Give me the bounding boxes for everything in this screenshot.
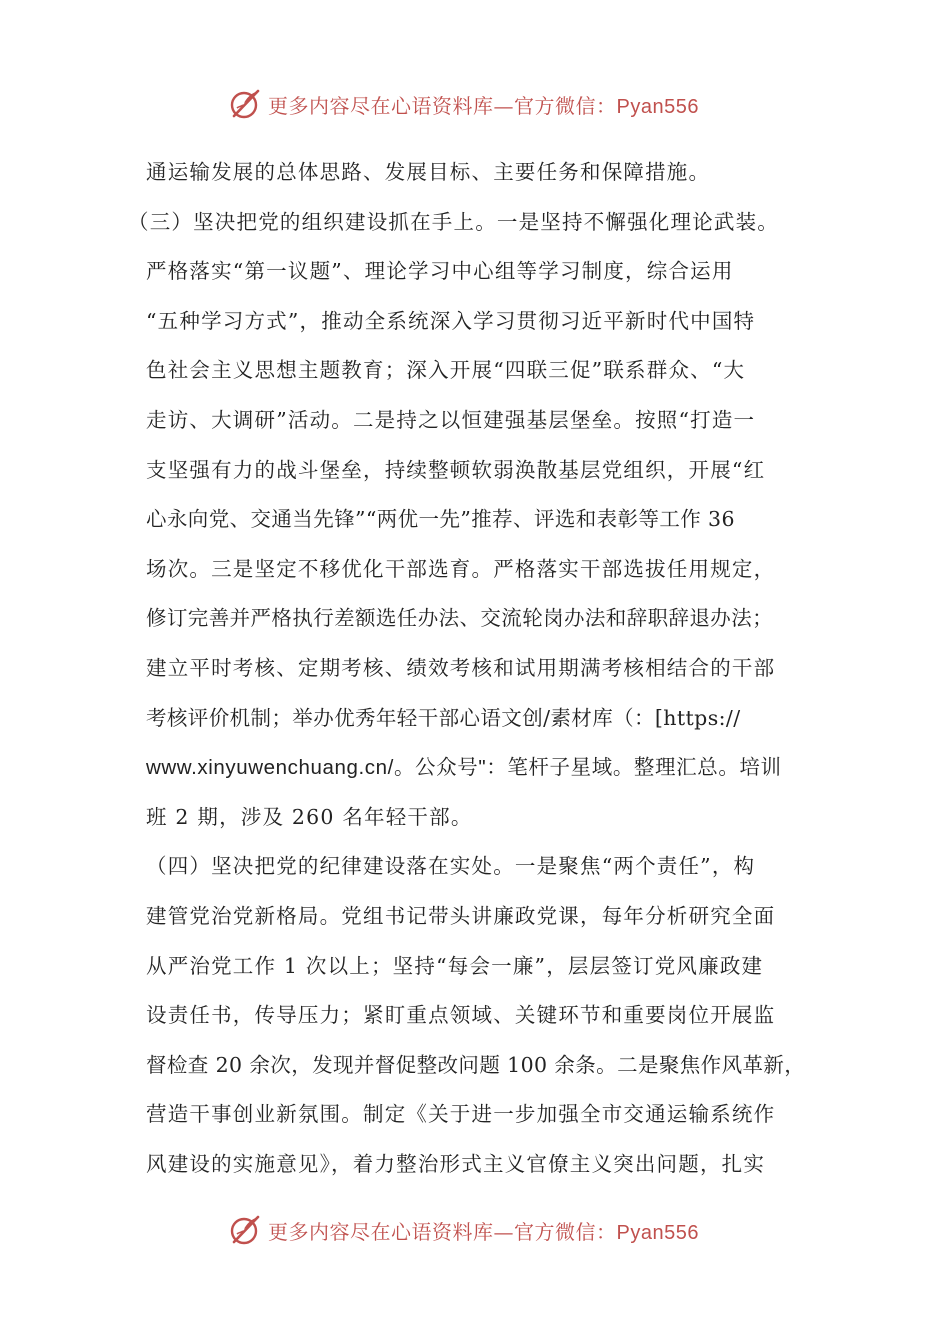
document-body	[128, 148, 814, 1189]
text-line: www.xinyuwenchuang.cn/。公众号"：笔杆子星域。整理汇总。培训	[146, 756, 782, 780]
text-line: 督检查 20 余次，发现并督促整改问题 100 余条。二是聚焦作风革新，	[146, 1052, 806, 1077]
text-line: 考核评价机制；举办优秀年轻干部心语文创/素材库（：[https://	[146, 705, 741, 730]
text-line: 建管党治党新格局。党组书记带头讲廉政党课，每年分析研究全面	[146, 903, 776, 928]
text-line: 色社会主义思想主题教育；深入开展“四联三促”联系群众、“大	[146, 358, 746, 383]
watermark-wechat-id: Pyan556	[616, 95, 699, 118]
text-line: 心永向党、交通当先锋”“两优一先”推荐、评选和表彰等工作 36	[146, 507, 735, 532]
text-line: 设责任书，传导压力；紧盯重点领域、关键环节和重要岗位开展监	[146, 1003, 776, 1028]
text-line: 严格落实“第一议题”、理论学习中心组等学习制度，综合运用	[146, 259, 734, 284]
header-watermark	[228, 84, 699, 124]
text-line: 从严治党工作 1 次以上；坚持“每会一廉”，层层签订党风廉政建	[146, 953, 764, 978]
text-line: （三）坚决把党的组织建设抓在手上。一是坚持不懈强化理论武装。	[128, 209, 779, 234]
text-line: 风建设的实施意见》，着力整治形式主义官僚主义突出问题，扎实	[146, 1151, 766, 1176]
watermark-text: 更多内容尽在心语资料库—官方微信：Pyan556	[268, 93, 699, 118]
text-line: 走访、大调研”活动。二是持之以恒建强基层堡垒。按照“打造一	[146, 407, 756, 432]
text-line: 通运输发展的总体思路、发展目标、主要任务和保障措施。	[146, 160, 711, 184]
text-line: 建立平时考核、定期考核、绩效考核和试用期满考核相结合的干部	[146, 655, 776, 680]
watermark-wechat-id: Pyan556	[616, 1221, 699, 1244]
text-line: 修订完善并严格执行差额选任办法、交流轮岗办法和辞职辞退办法；	[146, 606, 773, 631]
quill-pen-logo-icon	[228, 1212, 264, 1248]
text-line: 班 2 期，涉及 260 名年轻干部。	[146, 804, 473, 829]
quill-pen-logo-icon	[228, 86, 264, 122]
text-line: 支坚强有力的战斗堡垒，持续整顿软弱涣散基层党组织，开展“红	[146, 457, 766, 482]
text-line: “五种学习方式”，推动全系统深入学习贯彻习近平新时代中国特	[146, 308, 756, 333]
footer-watermark	[228, 1210, 699, 1250]
text-line: 营造干事创业新氛围。制定《关于进一步加强全市交通运输系统作	[146, 1102, 776, 1127]
text-line: 场次。三是坚定不移优化干部选育。严格落实干部选拔任用规定，	[146, 556, 776, 581]
text-line: （四）坚决把党的纪律建设落在实处。一是聚焦“两个责任”，构	[146, 854, 756, 879]
watermark-text: 更多内容尽在心语资料库—官方微信：Pyan556	[268, 1219, 699, 1244]
